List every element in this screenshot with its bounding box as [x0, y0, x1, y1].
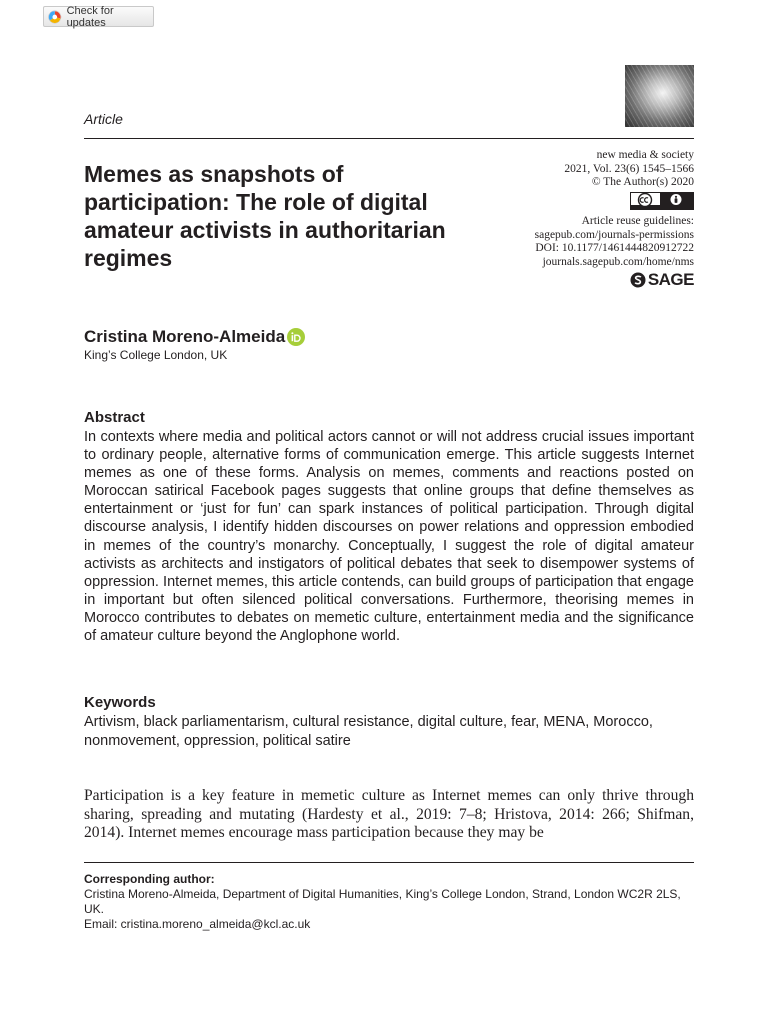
- sage-icon: [630, 272, 646, 288]
- footnote-email[interactable]: Email: cristina.moreno_almeida@kcl.ac.uk: [84, 917, 311, 931]
- article-type-label: Article: [84, 111, 123, 127]
- journal-info-block: [535, 149, 694, 293]
- cc-by-icon: [630, 192, 694, 210]
- check-for-updates-button[interactable]: [43, 6, 154, 27]
- journal-cover-image: [625, 65, 694, 127]
- footnote-address: Cristina Moreno-Almeida, Department of Digital Humanities, King’s College London, Strand, London WC2R 2LS, UK.: [84, 887, 681, 916]
- body-paragraph: Participation is a key feature in memetic culture as Internet memes can only thrive through sharing, spreading and mutating (Hardesty et al., 2019: 7–8; Hristova, 2014: 266; Shifman, 2014). Internet memes encourage mass participation because they may be: [84, 787, 694, 841]
- abstract-text: In contexts where media and political actors cannot or will not address crucial issues important to ordinary people, alternative forms of communication emerge. This article suggests Internet memes as one of these forms. Analysis on memes, comments and reactions posted on Moroccan satirical Facebook pages suggests that online groups that define themselves as entertainment or ‘just for fun’ can spark instances of political participation. Through digital discourse analysis, I identify hidden discourses on power relations and oppression embodied in memes of the country’s monarchy. Conceptually, I suggest the role of digital amateur activists as architects and instigators of political debates that seek to disempower systems of oppression. Internet memes, this article contends, can build groups of participation that engage in important but often silenced political conversations. Furthermore, theorising memes in Morocco contributes to debates on memetic culture, entertainment media and the significance of amateur culture beyond the Anglophone world.: [84, 429, 694, 645]
- doi[interactable]: DOI: 10.1177/1461444820912722: [535, 242, 694, 254]
- check-for-updates-label: Check for updates: [66, 4, 114, 29]
- keywords-text: Artivism, black parliamentarism, cultural resistance, digital culture, fear, MENA, Morocco, nonmovement, oppression, political satire: [84, 714, 653, 749]
- journal-volume: 2021, Vol. 23(6) 1545–1566: [564, 162, 694, 175]
- author-name: Cristina Moreno-Almeida: [84, 327, 286, 346]
- sage-logo: [630, 272, 694, 288]
- sage-logo-text: SAGE: [647, 270, 694, 290]
- corresponding-author-note: [84, 872, 694, 932]
- abstract-heading: Abstract: [84, 409, 145, 426]
- author-name-row: [84, 327, 305, 347]
- reuse-guidelines-link[interactable]: sagepub.com/journals-permissions: [534, 228, 694, 241]
- journal-name: new media & society: [596, 149, 694, 161]
- footnote-divider: [84, 862, 694, 863]
- journal-homepage-link[interactable]: journals.sagepub.com/home/nms: [542, 255, 694, 268]
- orcid-icon[interactable]: [287, 328, 305, 346]
- crossmark-icon: [48, 10, 62, 24]
- copyright-notice: © The Author(s) 2020: [591, 176, 694, 188]
- footnote-heading: Corresponding author:: [84, 872, 215, 886]
- header-divider: [84, 138, 694, 139]
- reuse-guidelines-label: Article reuse guidelines:: [581, 215, 694, 227]
- keywords-heading: Keywords: [84, 694, 156, 711]
- author-affiliation: King’s College London, UK: [84, 348, 228, 362]
- article-title: Memes as snapshots of participation: The role of digital amateur activists in authoritarian regimes: [84, 161, 446, 271]
